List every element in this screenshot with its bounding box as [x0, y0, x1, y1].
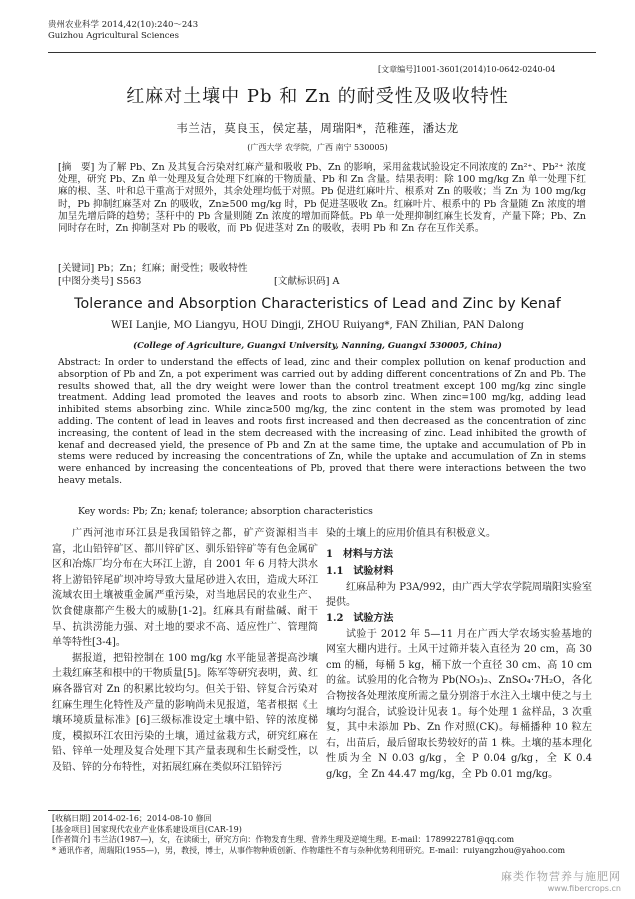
- journal-name-en: Guizhou Agricultural Sciences: [48, 31, 179, 41]
- body-paragraph: 试验于 2012 年 5—11 月在广西大学农场实验基地的网室大棚内进行。土风干过筛并装入直径为 20 cm，高 30 cm 的桶，每桶 5 kg，桶下放一个直径 30 cm、高 10 cm 的盆。试验用的化合物为 Pb(NO₃)₂、ZnSO₄·7H₂O，各化合物按各处理浓度所需之量分别溶于水注入土壤中使之与土壤均匀混合，试验设计见表 1。每个处理 1 盆样品，3 次重复，其中未添加 Pb、Zn 作对照(CK)。每桶播种 10 粒左右，出苗后，最后留取长势较好的苗 1 株。土壤的基本理化性质为全 N 0.03 g/kg，全 P 0.04 g/kg，全 K 0.4 g/kg，全 Zn 44.47 mg/kg，全 Pb 0.01 mg/kg。: [326, 628, 592, 780]
- body-paragraph: 据报道，把铅控制在 100 mg/kg 水平能显著提高沙壤土栽红麻茎和根中的干物质量[5]。陈军等研究表明，黄、红麻各器官对 Zn 的积累比较均匀。但关于铅、锌复合污染对红麻生理生化特性及产量的影响尚未见报道，笔者根据《土壤环境质量标准》[6]三级标准设定土壤中铅、锌的浓度梯度，模拟环江农田污染的土壤，通过盆栽方式，研究红麻在铅、锌单一处理及复合处理下其产量表现和生长耐受性，以及铅、锌的分布特性，对拓展红麻在类似环江铅锌污: [52, 652, 318, 773]
- abstract-en: Abstract: In order to understand the effects of lead, zinc and their complex pollution on kenaf production and absorption of Pb and Zn, a pot experiment was carried out by adding different concentrations of Zn and Pb. The results showed that, all the dry weight were lower than the control treatment except 100 mg/kg zinc single treatment. Adding lead promoted the leaves and roots to absorb zinc. When zinc=100 mg/kg, adding lead inhibited stems absorbing zinc. While zinc≥500 mg/kg, the zinc content in the stem was promoted by lead adding. The content of lead in leaves and roots first increased and then decreased as the concentration of zinc increasing, the content of lead in the stem decreased with the increasing of zinc. Lead inhibited the growth of kenaf and decreased yield, the presence of Pb and Zn at the same time, the uptake and accumulation of Pb in stems were reduced by increasing the concentrations of Zn, while the uptake and accumulation of Zn in stems were enhanced by increasing the concenteations of Pb, proved that there were interactions between the two heavy metals.: [58, 357, 586, 486]
- body-paragraph: 红麻品种为 P3A/992，由广西大学农学院周瑞阳实验室提供。: [326, 581, 592, 609]
- keywords-en: Key words: Pb; Zn; kenaf; tolerance; absorption characteristics: [78, 506, 373, 517]
- body-paragraph: 广西河池市环江县是我国铅锌之都，矿产资源相当丰富，北山铅锌矿区、都川锌矿区、驯乐铅锌矿等有色金属矿区和冶炼厂均分布在大环江上游，自 2001 年 6 月特大洪水将上游铅锌尾矿坝冲垮导致大量尾砂进入农田，造成大环江流域农田土壤被重金属严重污染，对当地居民的农业生产、饮食健康都产生极大的威胁[1-2]。红麻具有耐盐碱、耐干旱、抗洪涝能力强、对土地的要求不高、适应性广、管理简单等特性[3-4]。: [52, 528, 318, 649]
- affiliation-cn: (广西大学 农学院，广西 南宁 530005): [247, 143, 388, 152]
- affiliation-en: (College of Agriculture, Guangxi University, Nanning, Guangxi 530005, China): [133, 340, 502, 350]
- title-en: Tolerance and Absorption Characteristics of Lead and Zinc by Kenaf: [74, 296, 561, 312]
- document-code: [文献标识码] A: [274, 276, 340, 287]
- footnote: * 通讯作者，周瑞阳(1955—)，男，教授，博士，从事作物种质创新、作物雄性不育与杂种优势利用研究。E-mail：ruiyangzhou@yahoo.com: [52, 845, 566, 855]
- article-number: [文章编号]1001-3601(2014)10-0642-0240-04: [378, 65, 556, 74]
- classification-cn: [58, 273, 586, 287]
- body-right-column: [326, 526, 592, 783]
- authors-en: WEI Lanjie, MO Liangyu, HOU Dingji, ZHOU Ruiyang*, FAN Zhilian, PAN Dalong: [111, 320, 524, 331]
- authors-cn: 韦兰洁，莫良玉，侯定基，周瑞阳*，范稚莲，潘达龙: [176, 121, 459, 135]
- keywords-cn: [关键词] Pb；Zn；红麻；耐受性；吸收特性: [58, 263, 248, 274]
- journal-name-cn: 贵州农业科学 2014,42(10):240～243: [48, 20, 199, 30]
- section-heading: 1 材料与方法: [326, 548, 393, 560]
- header-rule: [48, 52, 596, 53]
- subsection-heading: 1.2 试验方法: [326, 612, 394, 624]
- title-cn: 红麻对土壤中 Pb 和 Zn 的耐受性及吸收特性: [126, 86, 509, 107]
- journal-header: [48, 20, 198, 42]
- footnote: [收稿日期] 2014-02-16；2014-08-10 修回: [52, 814, 212, 823]
- clc-number: [中图分类号] S563: [58, 276, 142, 287]
- watermark-title: 麻类作物营养与施肥网: [501, 870, 621, 883]
- body-left-column: [52, 526, 318, 776]
- footnote-rule: [48, 810, 140, 811]
- footnotes: [52, 814, 592, 856]
- footnote: [基金项目] 国家现代农业产业体系建设项目(CAR-19): [52, 824, 242, 834]
- abstract-cn: [摘 要] 为了解 Pb、Zn 及其复合污染对红麻产量和吸收 Pb、Zn 的影响，采用盆栽试验设定不同浓度的 Zn²⁺、Pb²⁺ 浓度处理，研究 Pb、Zn 单一处理及复合处理下红麻的干物质量、Pb 和 Zn 含量。结果表明：除 100 mg/kg Zn 单一处理下红麻的根、茎、叶和总干重高于对照外，其余处理均低于对照。Pb 促进红麻叶片、根系对 Zn 的吸收；当 Zn 为 100 mg/kg 时，Pb 抑制红麻茎对 Zn 的吸收，Zn≥500 mg/kg 时，Pb 促进茎吸收 Zn。红麻叶片、根系中的 Pb 含量随 Zn 浓度的增加呈先增后降的趋势；茎秆中的 Pb 含量则随 Zn 浓度的增加而降低。Pb 单一处理抑制红麻生长发育，产量下降；Pb、Zn 同时存在时，Zn 抑制茎对 Pb 的吸收，而 Pb 促进茎对 Zn 的吸收，表明 Pb 和 Zn 存在互作关系。: [58, 162, 586, 235]
- footnote: [作者简介] 韦兰洁(1987—)，女，在读硕士，研究方向：作物发育生理、营养生理及逆境生理。E-mail：1789922781@qq.com: [52, 835, 515, 845]
- watermark: [501, 868, 621, 893]
- subsection-heading: 1.1 试验材料: [326, 566, 394, 578]
- watermark-url: www.fibercrops.cn: [547, 884, 621, 893]
- body-paragraph-continued: 染的土壤上的应用价值具有积极意义。: [326, 528, 496, 539]
